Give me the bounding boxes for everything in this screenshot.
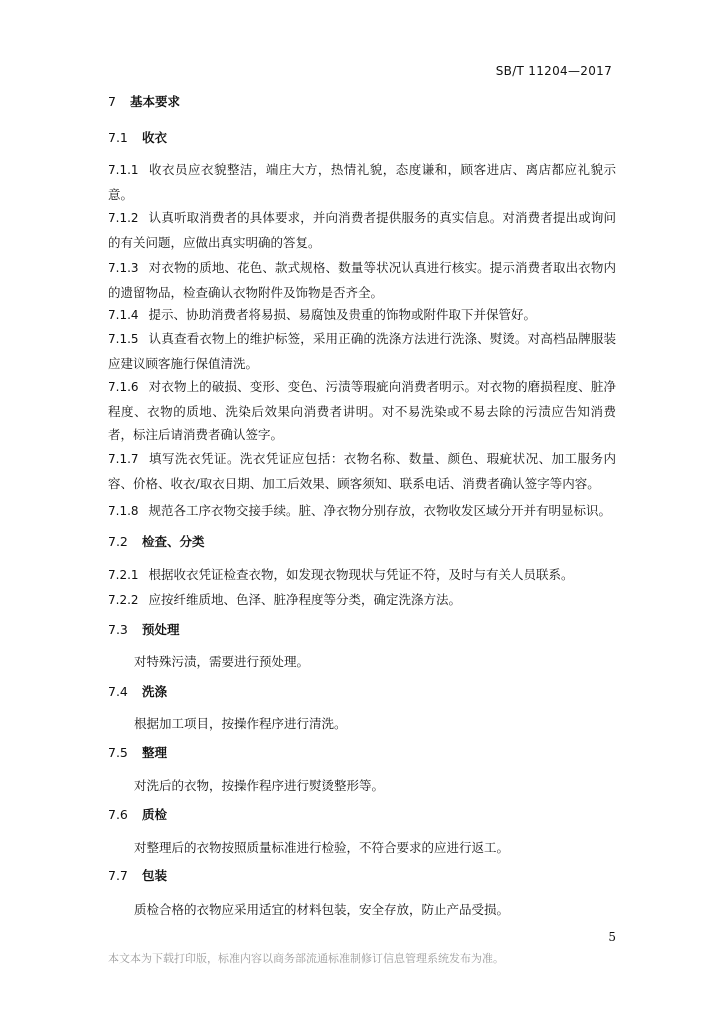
section-title: 收衣 [142,130,168,145]
section-7-heading [108,92,180,110]
clause-7-1-7 [108,447,616,495]
clause-number: 7.1.3 [108,261,139,275]
section-7-6-heading [108,805,167,823]
section-title: 包装 [142,868,168,883]
section-7-5-heading [108,743,167,761]
section-title: 洗涤 [142,684,168,699]
clause-text: 规范各工序衣物交接手续。脏、净衣物分别存放，衣物收发区域分开并有明显标识。 [148,503,612,518]
section-7-4-heading [108,682,167,700]
clause-number: 7.1.5 [108,332,139,346]
section-title: 整理 [142,745,168,760]
section-7-1-heading [108,128,167,146]
clause-text: 应按纤维质地、色泽、脏净程度等分类，确定洗涤方法。 [148,592,462,607]
download-notice: 本文本为下载打印版，标准内容以商务部流通标准制修订信息管理系统发布为准。 [108,952,504,965]
clause-text: 根据收衣凭证检查衣物，如发现衣物现状与凭证不符，及时与有关人员联系。 [148,567,574,582]
section-7-7-heading [108,866,167,884]
clause-text: 收衣员应衣貌整洁，端庄大方，热情礼貌，态度谦和，顾客进店、离店都应礼貌示意。 [108,162,616,202]
section-7-5-text: 对洗后的衣物，按操作程序进行熨烫整形等。 [134,778,385,793]
section-number: 7.4 [108,684,128,699]
clause-text: 对衣物的质地、花色、款式规格、数量等状况认真进行核实。提示消费者取出衣物内的遗留物品，检查确认衣物附件及饰物是否齐全。 [108,260,616,300]
clause-7-2-1 [108,563,616,588]
clause-number: 7.2.1 [108,568,139,582]
section-number: 7.5 [108,745,128,760]
clause-7-1-8 [108,499,616,524]
section-title: 质检 [142,807,168,822]
clause-text: 对衣物上的破损、变形、变色、污渍等瑕疵向消费者明示。对衣物的磨损程度、脏净程度、衣物的质地、洗染后效果向消费者讲明。对不易洗染或不易去除的污渍应告知消费者，标注后请消费者确认签字。 [108,379,616,442]
page-number: 5 [608,930,616,944]
clause-7-1-2 [108,206,616,254]
clause-number: 7.1.6 [108,380,139,394]
clause-text: 认真查看衣物上的维护标签，采用正确的洗涤方法进行洗涤、熨烫。对高档品牌服装应建议顾客施行保值清洗。 [108,331,616,371]
clause-number: 7.1.2 [108,211,139,225]
clause-7-1-6 [108,375,616,447]
standard-code-header: SB/T 11204—2017 [495,64,612,78]
section-7-4-text: 根据加工项目，按操作程序进行清洗。 [134,716,347,731]
clause-7-1-1 [108,158,616,206]
clause-7-2-2 [108,588,616,613]
clause-number: 7.1.7 [108,452,139,466]
section-number: 7.6 [108,807,128,822]
section-title: 检查、分类 [142,534,205,549]
section-7-6-text: 对整理后的衣物按照质量标准进行检验，不符合要求的应进行返工。 [134,840,510,855]
clause-number: 7.2.2 [108,593,139,607]
section-7-2-heading [108,532,205,550]
section-number: 7 [108,94,116,109]
section-title: 基本要求 [130,94,181,109]
section-number: 7.3 [108,622,128,637]
section-7-3-text: 对特殊污渍，需要进行预处理。 [134,654,310,669]
clause-number: 7.1.4 [108,308,139,322]
section-7-3-heading [108,620,180,638]
section-7-7-text: 质检合格的衣物应采用适宜的材料包装，安全存放，防止产品受损。 [134,902,510,917]
clause-7-1-3 [108,256,616,304]
clause-number: 7.1.1 [108,163,139,177]
clause-text: 提示、协助消费者将易损、易腐蚀及贵重的饰物或附件取下并保管好。 [148,307,537,322]
section-number: 7.7 [108,868,128,883]
clause-7-1-5 [108,327,616,375]
section-number: 7.2 [108,534,128,549]
clause-text: 认真听取消费者的具体要求，并向消费者提供服务的真实信息。对消费者提出或询问的有关问题，应做出真实明确的答复。 [108,210,616,250]
clause-7-1-4 [108,303,616,328]
clause-text: 填写洗衣凭证。洗衣凭证应包括：衣物名称、数量、颜色、瑕疵状况、加工服务内容、价格、收衣/取衣日期、加工后效果、顾客须知、联系电话、消费者确认签字等内容。 [108,451,616,491]
section-title: 预处理 [142,622,180,637]
clause-number: 7.1.8 [108,504,139,518]
section-number: 7.1 [108,130,128,145]
